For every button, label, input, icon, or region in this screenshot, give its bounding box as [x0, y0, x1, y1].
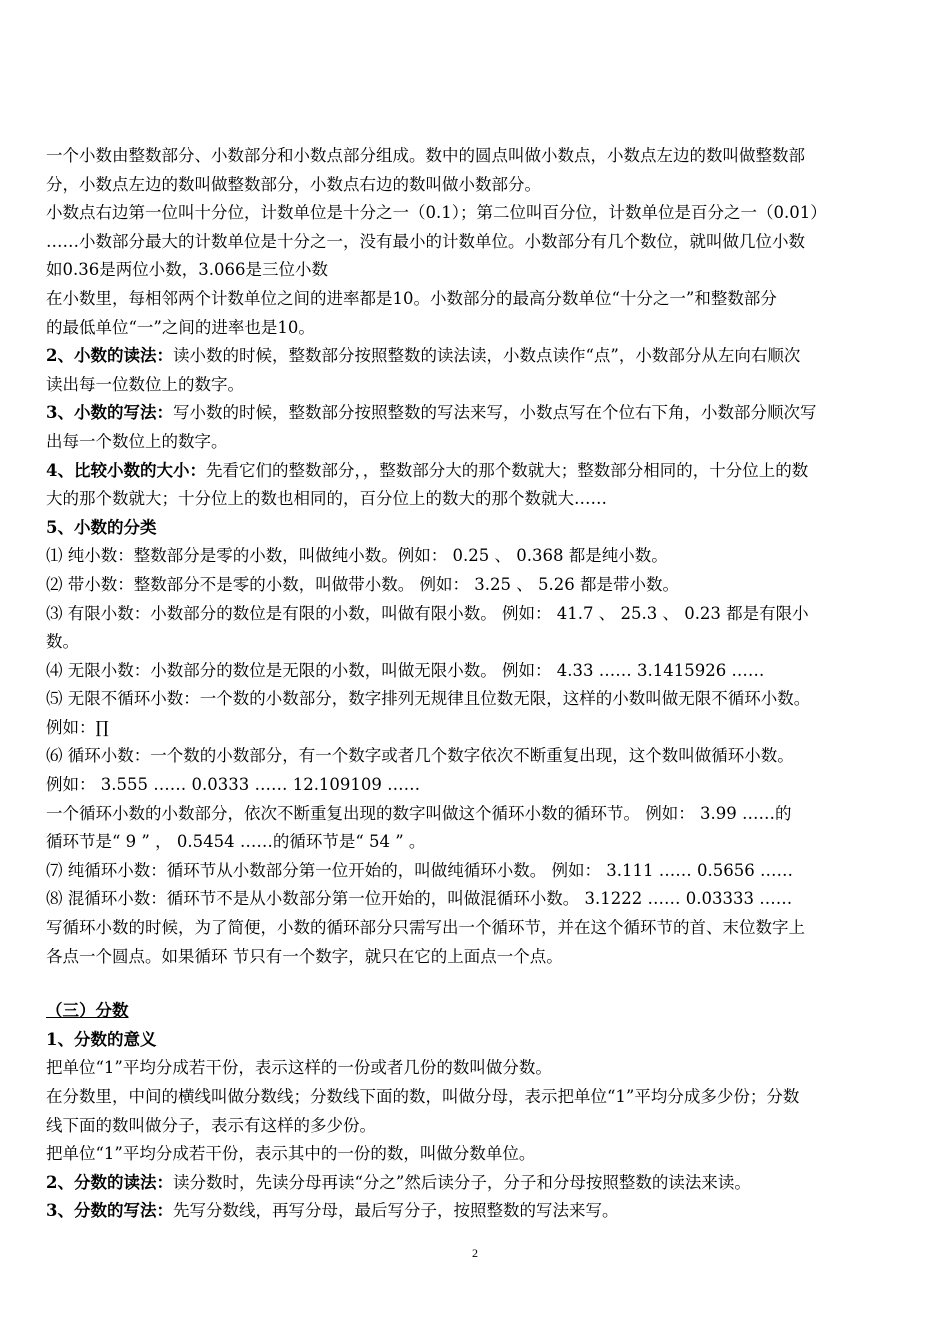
fraction-writing-heading: 3、分数的写法：: [46, 1201, 173, 1221]
fraction-reading-text: 读分数时，先读分母再读“分之”然后读分子，分子和分母按照整数的读法来读。: [172, 1172, 751, 1192]
reading-text: 读小数的时候，整数部分按照整数的读法读，小数点读作“点”，小数部分从左向右顺次: [172, 346, 801, 366]
fraction-reading-paragraph: [46, 1169, 908, 1198]
intro-line: ……小数部分最大的计数单位是十分之一，没有最小的计数单位。小数部分有几个数位，就叫做几位小数: [46, 231, 805, 251]
intro-line: 在小数里，每相邻两个计数单位之间的进率都是10。小数部分的最高分数单位“十分之一”和整数部分: [46, 288, 777, 308]
fraction-section-title: [46, 997, 908, 1026]
section-gap: [46, 971, 908, 997]
intro-line: 小数点右边第一位叫十分位，计数单位是十分之一（0.1）；第二位叫百分位，计数单位是百分之一（0.01）: [46, 203, 827, 223]
fraction-meaning-line: 在分数里，中间的横线叫做分数线；分数线下面的数，叫做分母，表示把单位“1”平均分成多少份；分数: [46, 1087, 800, 1106]
classification-line: ⑷ 无限小数：小数部分的数位是无限的小数，叫做无限小数。 例如： 4.33 …… 3.1415926 ……: [46, 660, 765, 680]
writing-paragraph: [46, 399, 908, 428]
classification-line: ⑸ 无限不循环小数：一个数的小数部分，数字排列无规律且位数无限，这样的小数叫做无限不循环小数。: [46, 689, 811, 709]
classification-heading: 5、小数的分类: [46, 517, 157, 537]
fraction-section-title-text: （三）分数: [46, 1001, 129, 1021]
classification-line: 例如： 3.555 …… 0.0333 …… 12.109109 ……: [46, 775, 421, 795]
compare-paragraph: [46, 457, 908, 486]
compare-line: 大的那个数就大；十分位上的数也相同的，百分位上的数大的那个数就大……: [46, 489, 607, 509]
classification-line: ⑵ 带小数：整数部分不是零的小数，叫做带小数。 例如： 3.25 、 5.26 都是带小数。: [46, 574, 679, 594]
writing-line: 出每一个数位上的数字。: [46, 431, 228, 451]
reading-line: 读出每一位数位上的数字。: [46, 374, 244, 394]
fraction-writing-text: 先写分数线，再写分母，最后写分子，按照整数的写法来写。: [172, 1201, 619, 1221]
classification-line: 循环节是“ 9 ” ， 0.5454 ……的循环节是“ 54 ” 。: [46, 832, 426, 852]
classification-line: ⑶ 有限小数：小数部分的数位是有限的小数，叫做有限小数。 例如： 41.7 、 25.3 、 0.23 都是有限小: [46, 603, 809, 623]
intro-line: 的最低单位“一”之间的进率也是10。: [46, 317, 315, 337]
fraction-meaning-heading: 1、分数的意义: [46, 1029, 157, 1049]
classification-line: 各点一个圆点。如果循环 节只有一个数字，就只在它的上面点一个点。: [46, 946, 563, 966]
classification-line: ⑻ 混循环小数：循环节不是从小数部分第一位开始的，叫做混循环小数。 3.1222 …… 0.03333 ……: [46, 889, 793, 909]
fraction-meaning-line: 把单位“1”平均分成若干份，表示其中的一份的数，叫做分数单位。: [46, 1144, 536, 1164]
writing-text: 写小数的时候，整数部分按照整数的写法来写，小数点写在个位右下角，小数部分顺次写: [172, 403, 817, 423]
classification-line: 例如：∏: [46, 717, 109, 737]
classification-line: 数。: [46, 632, 79, 652]
writing-heading: 3、小数的写法：: [46, 403, 173, 423]
compare-heading: 4、比较小数的大小：: [46, 460, 206, 480]
reading-paragraph: [46, 342, 908, 371]
classification-line: ⑹ 循环小数：一个数的小数部分，有一个数字或者几个数字依次不断重复出现，这个数叫做循环小数。: [46, 746, 794, 766]
intro-line: 分，小数点左边的数叫做整数部分，小数点右边的数叫做小数部分。: [46, 174, 541, 194]
compare-text: 先看它们的整数部分，，整数部分大的那个数就大；整数部分相同的，十分位上的数: [205, 460, 809, 480]
reading-heading: 2、小数的读法：: [46, 346, 173, 366]
fraction-meaning-line: 把单位“1”平均分成若干份，表示这样的一份或者几份的数叫做分数。: [46, 1058, 552, 1078]
classification-line: ⑺ 纯循环小数：循环节从小数部分第一位开始的，叫做纯循环小数。 例如： 3.111 …… 0.5656 ……: [46, 860, 793, 880]
fraction-writing-paragraph: [46, 1197, 908, 1226]
fraction-meaning-line: 线下面的数叫做分子，表示有这样的多少份。: [46, 1115, 376, 1135]
page-number: 2: [472, 1246, 478, 1260]
fraction-reading-heading: 2、分数的读法：: [46, 1172, 173, 1192]
page-content: [46, 142, 908, 1226]
classification-line: 一个循环小数的小数部分，依次不断重复出现的数字叫做这个循环小数的循环节。 例如： 3.99 ……的: [46, 803, 792, 823]
intro-line: 一个小数由整数部分、小数部分和小数点部分组成。数中的圆点叫做小数点，小数点左边的数叫做整数部: [46, 146, 805, 165]
classification-line: 写循环小数的时候，为了简便，小数的循环部分只需写出一个循环节，并在这个循环节的首、末位数字上: [46, 918, 805, 938]
classification-line: ⑴ 纯小数：整数部分是零的小数，叫做纯小数。例如： 0.25 、 0.368 都是纯小数。: [46, 546, 668, 566]
intro-line: 如0.36是两位小数，3.066是三位小数: [46, 260, 328, 280]
